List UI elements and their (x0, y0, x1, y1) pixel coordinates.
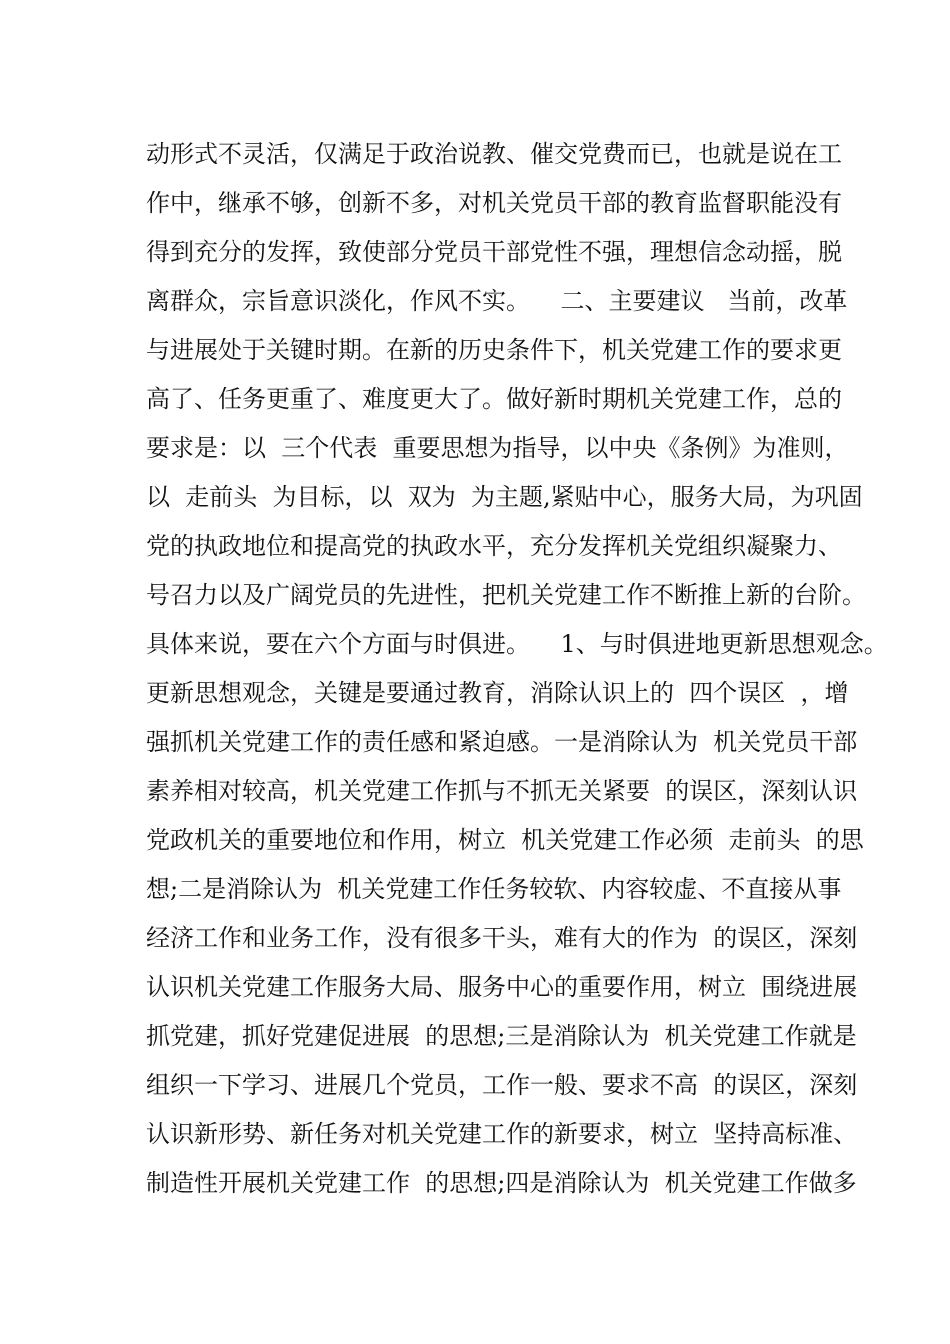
text-line: 组织一下学习、进展几个党员，工作一般、要求不高 的误区，深刻 (146, 1071, 858, 1099)
text-line: 以 走前头 为目标，以 双为 为主题,紧贴中心，服务大局，为巩固 (146, 483, 863, 511)
text-line: 党政机关的重要地位和作用，树立 机关党建工作必须 走前头 的思 (146, 826, 864, 854)
text-line: 经济工作和业务工作，没有很多干头，难有大的作为 的误区，深刻 (146, 924, 858, 952)
text-line: 素养相对较高，机关党建工作抓与不抓无关紧要 的误区，深刻认识 (146, 777, 858, 805)
text-line: 得到充分的发挥，致使部分党员干部党性不强，理想信念动摇，脱 (146, 238, 842, 266)
text-line: 与进展处于关键时期。在新的历史条件下，机关党建工作的要求更 (146, 336, 842, 364)
body-text (146, 130, 888, 1208)
text-line: 制造性开展机关党建工作 的思想;四是消除认为 机关党建工作做多 (146, 1169, 857, 1197)
text-line: 号召力以及广阔党员的先进性，把机关党建工作不断推上新的台阶。 (146, 581, 866, 609)
text-line: 党的执政地位和提高党的执政水平，充分发挥机关党组织凝聚力、 (146, 532, 842, 560)
text-line: 离群众，宗旨意识淡化，作风不实。 二、主要建议 当前，改革 (146, 287, 848, 315)
text-line: 作中，继承不够，创新不多，对机关党员干部的教育监督职能没有 (146, 189, 842, 217)
text-line: 抓党建，抓好党建促进展 的思想;三是消除认为 机关党建工作就是 (146, 1022, 857, 1050)
text-line: 认识机关党建工作服务大局、服务中心的重要作用，树立 围绕进展 (146, 973, 858, 1001)
text-line: 高了、任务更重了、难度更大了。做好新时期机关党建工作，总的 (146, 385, 842, 413)
text-line: 具体来说，要在六个方面与时俱进。 1、与时俱进地更新思想观念。 (146, 630, 888, 658)
text-line: 想;二是消除认为 机关党建工作任务较软、内容较虚、不直接从事 (146, 875, 842, 903)
text-line: 更新思想观念，关键是要通过教育，消除认识上的 四个误区 ，增 (146, 679, 849, 707)
text-line: 认识新形势、新任务对机关党建工作的新要求，树立 坚持高标准、 (146, 1120, 858, 1148)
text-line: 要求是：以 三个代表 重要思想为指导，以中央《条例》为准则， (146, 434, 849, 462)
text-line: 动形式不灵活，仅满足于政治说教、催交党费而已，也就是说在工 (146, 140, 842, 168)
text-line: 强抓机关党建工作的责任感和紧迫感。一是消除认为 机关党员干部 (146, 728, 858, 756)
